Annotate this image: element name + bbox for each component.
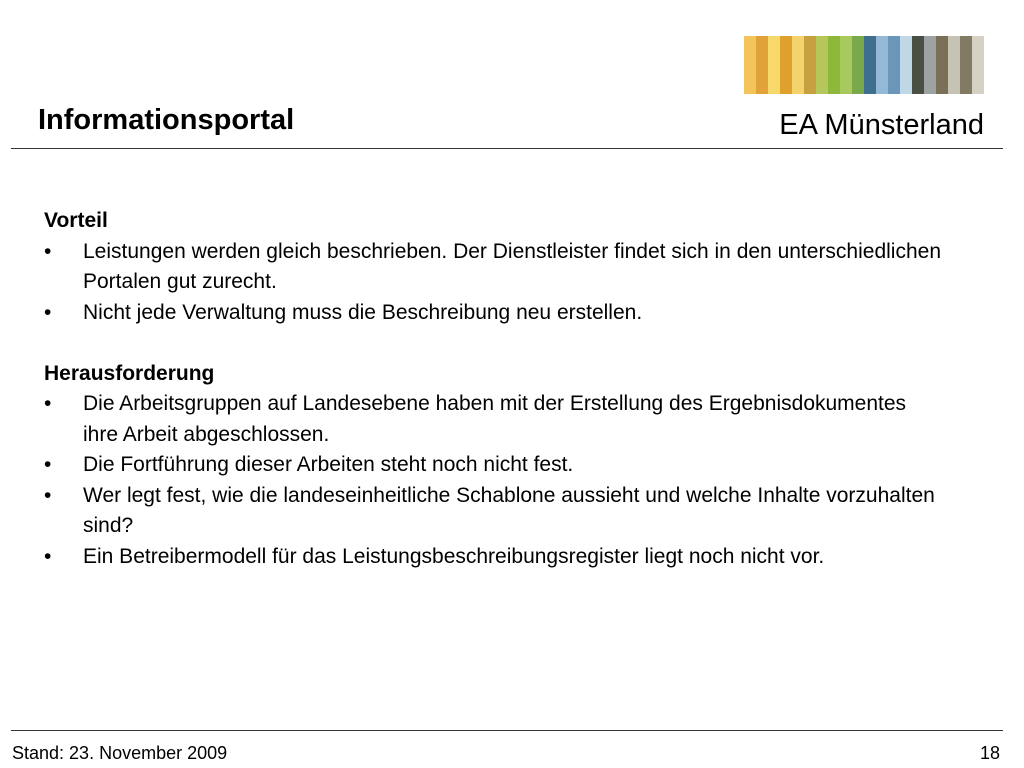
logo-stripe	[840, 36, 852, 94]
bullet-icon: •	[44, 483, 52, 507]
bullet-icon: •	[44, 544, 52, 568]
slide-content	[44, 206, 944, 572]
logo-stripe	[876, 36, 888, 94]
bullet-text: Nicht jede Verwaltung muss die Beschreibung neu erstellen.	[83, 300, 643, 324]
bullet-text: Ein Betreibermodell für das Leistungsbeschreibungsregister liegt noch nicht vor.	[83, 544, 825, 568]
logo-stripe	[960, 36, 972, 94]
bullet-text: Die Fortführung dieser Arbeiten steht noch nicht fest.	[83, 453, 574, 476]
bullet-item	[44, 237, 944, 298]
logo-stripe	[900, 36, 912, 94]
logo-stripe	[816, 36, 828, 94]
bullet-item	[44, 542, 944, 573]
bullet-text: Die Arbeitsgruppen auf Landesebene haben mit der Erstellung des Ergebnisdokumentes ihre Arbeit abgeschlossen.	[83, 392, 907, 446]
bullet-item	[44, 298, 944, 329]
footer-divider	[11, 730, 1003, 731]
bullet-icon: •	[44, 453, 52, 476]
logo-stripe	[852, 36, 864, 94]
bullet-icon: •	[44, 300, 52, 324]
section-spacer	[44, 328, 944, 359]
slide-title: Informationsportal	[38, 104, 295, 136]
logo-stripe	[864, 36, 876, 94]
bullet-item	[44, 481, 944, 542]
logo-stripe	[912, 36, 924, 94]
logo-stripe	[744, 36, 756, 94]
logo-stripe	[828, 36, 840, 94]
section-heading-herausforderung: Herausforderung	[44, 361, 215, 385]
logo-stripe	[780, 36, 792, 94]
page-number: 18	[979, 743, 1000, 763]
footer-date: Stand: 23. November 2009	[12, 743, 228, 763]
bullet-icon: •	[44, 392, 52, 415]
bullet-text: Wer legt fest, wie die landeseinheitliche Schablone aussieht und welche Inhalte vorzuhalten sind?	[83, 483, 935, 537]
bullet-icon: •	[44, 239, 52, 263]
bullet-item	[44, 450, 944, 481]
header-divider	[11, 148, 1003, 149]
logo-stripe	[924, 36, 936, 94]
brand-logo-stripes	[744, 36, 984, 94]
logo-stripe	[756, 36, 768, 94]
logo-stripe	[804, 36, 816, 94]
brand-name: EA Münsterland	[779, 109, 984, 141]
section-heading-vorteil: Vorteil	[44, 209, 108, 232]
logo-stripe	[792, 36, 804, 94]
logo-stripe	[888, 36, 900, 94]
bullet-item	[44, 389, 944, 450]
logo-stripe	[948, 36, 960, 94]
bullet-text: Leistungen werden gleich beschrieben. Der Dienstleister findet sich in den unterschiedlichen Portalen gut zurecht.	[83, 239, 942, 293]
logo-stripe	[768, 36, 780, 94]
logo-stripe	[936, 36, 948, 94]
logo-stripe	[972, 36, 984, 94]
